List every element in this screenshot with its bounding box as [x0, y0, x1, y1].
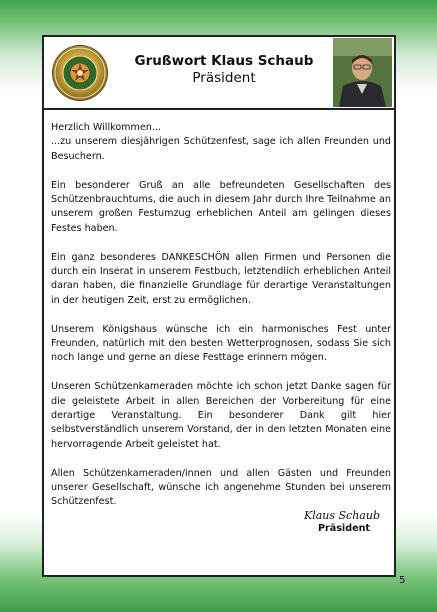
paragraph-5: Allen Schützenkameraden/innen und allen Gästen und Freunden unserer Gesellschaft, wünsche ich angenehme Stunden bei unserem Schützenfest.	[51, 467, 391, 508]
paragraph-4: Unseren Schützenkameraden möchte ich schon jetzt Danke sagen für die geleistete Arbeit in allen Bereichen der Vorbereitung für eine derartige Veranstaltung. Ein besonderer Dank gilt hier selbstverständlich unserem Vorstand, der in den letzten Monaten eine hervorragende Arbeit geleistet hat.	[51, 381, 391, 450]
signature-role: Präsident	[317, 523, 370, 534]
portrait-photo	[333, 38, 392, 107]
signature-name: Klaus Schaub	[304, 509, 380, 522]
greeting-line: Herzlich Willkommen...	[51, 122, 162, 133]
signature-block	[260, 509, 380, 535]
header-title-block	[119, 53, 329, 87]
paragraph-2: Ein ganz besonderes DANKESCHÖN allen Firmen und Personen die durch ein Inserat in unserem Festbuch, letztendlich erheblichen Anteil daran haben, die finanzielle Grundlage für derartige Veranstaltungen in der heutigen Zeit, erst zu ermöglichen.	[51, 251, 391, 306]
page-number: 5	[399, 575, 406, 586]
intro-paragraph: ...zu unserem diesjährigen Schützenfest, sage ich allen Freunden und Besuchern.	[51, 136, 391, 162]
letter-frame	[42, 35, 396, 577]
letter-body	[51, 121, 391, 524]
page-title: Grußwort Klaus Schaub	[134, 53, 314, 69]
page-subtitle: Präsident	[192, 70, 256, 86]
letter-header	[44, 37, 394, 110]
paragraph-1: Ein besonderer Gruß an alle befreundeten Gesellschaften des Schützenbrauchtums, die auch in diesem Jahr durch Ihre Teilnahme an unserem großen Festumzug erheblichen Anteil am gelingen dieses Festes haben.	[51, 179, 391, 234]
paragraph-3: Unserem Königshaus wünsche ich ein harmonisches Fest unter Freunden, natürlich mit den besten Wetterprognosen, sodass Sie sich noch lange und gerne an diese Festtage erinnern mögen.	[51, 323, 391, 364]
club-emblem-icon	[53, 46, 107, 100]
